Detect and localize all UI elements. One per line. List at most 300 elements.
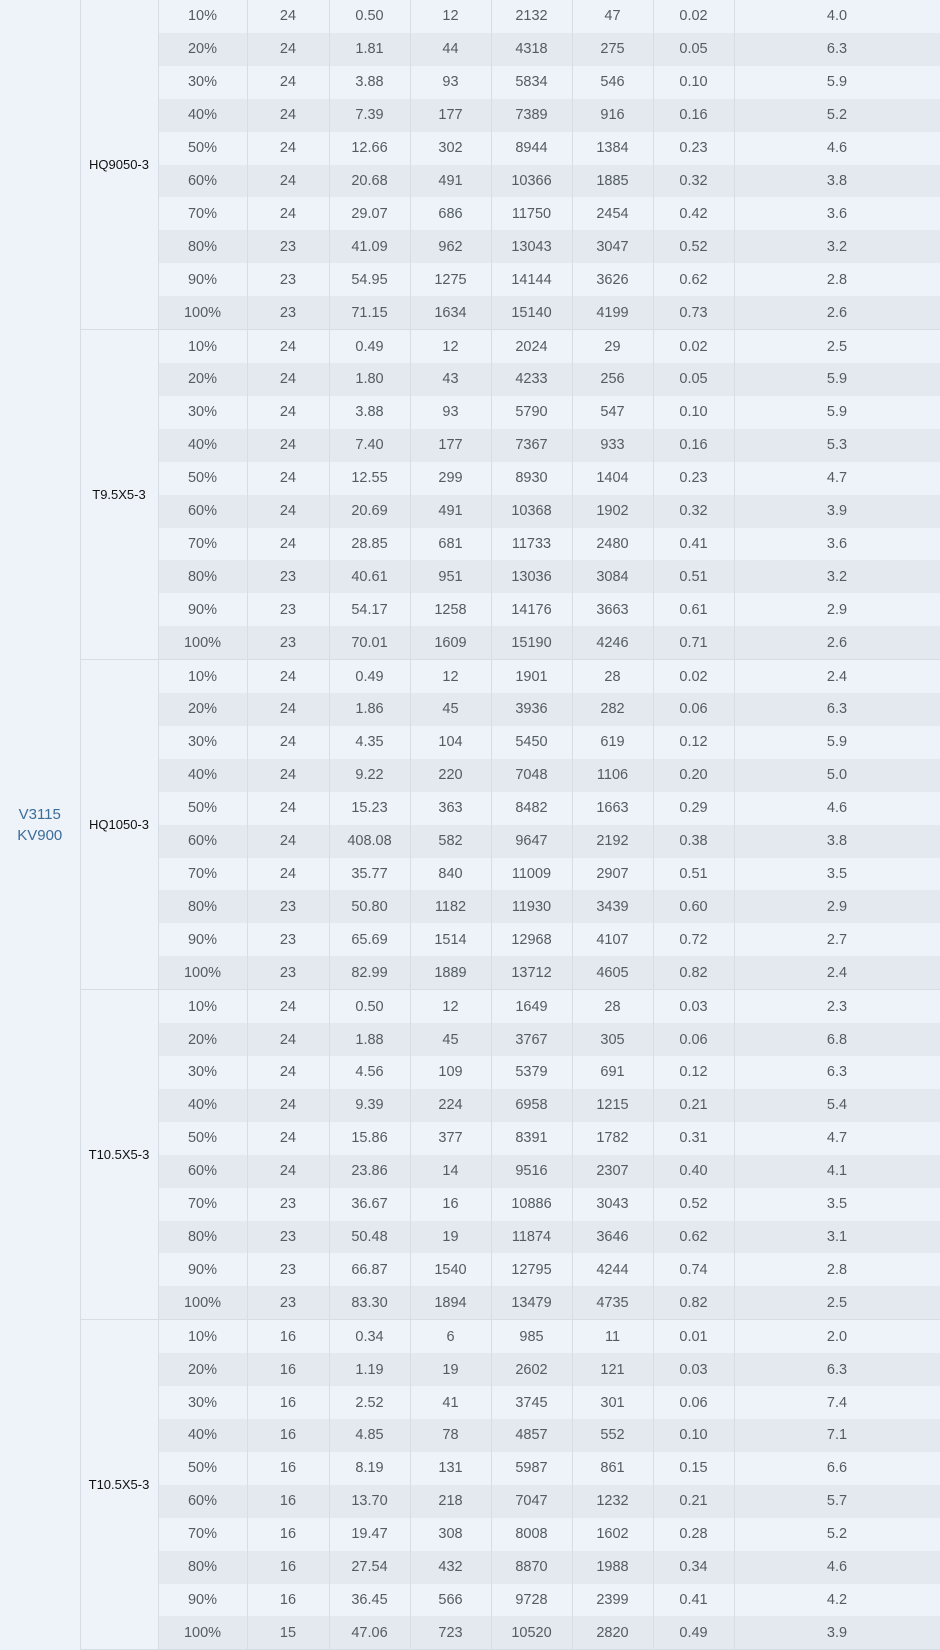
- efficiency-cell: 4.6: [734, 132, 940, 165]
- efficiency-cell: 6.3: [734, 1056, 940, 1089]
- voltage-cell: 16: [247, 1551, 329, 1584]
- current-cell: 47.06: [329, 1616, 410, 1649]
- thrust-cell: 4244: [572, 1253, 653, 1286]
- voltage-cell: 15: [247, 1616, 329, 1649]
- efficiency-cell: 3.1: [734, 1221, 940, 1254]
- current-cell: 19.47: [329, 1518, 410, 1551]
- power-cell: 104: [410, 726, 491, 759]
- rpm-cell: 5834: [491, 66, 572, 99]
- current-cell: 0.34: [329, 1320, 410, 1353]
- voltage-cell: 16: [247, 1518, 329, 1551]
- current-cell: 8.19: [329, 1452, 410, 1485]
- rpm-cell: 8944: [491, 132, 572, 165]
- torque-cell: 0.51: [653, 560, 734, 593]
- voltage-cell: 16: [247, 1452, 329, 1485]
- efficiency-cell: 6.3: [734, 33, 940, 66]
- efficiency-cell: 5.9: [734, 363, 940, 396]
- motor-name: V3115: [18, 805, 61, 823]
- rpm-cell: 12968: [491, 923, 572, 956]
- throttle-cell: 70%: [158, 197, 247, 230]
- throttle-cell: 20%: [158, 33, 247, 66]
- power-cell: 1275: [410, 263, 491, 296]
- current-cell: 28.85: [329, 528, 410, 561]
- power-cell: 93: [410, 66, 491, 99]
- power-cell: 1514: [410, 923, 491, 956]
- torque-cell: 0.60: [653, 890, 734, 923]
- current-cell: 7.39: [329, 99, 410, 132]
- torque-cell: 0.61: [653, 593, 734, 626]
- rpm-cell: 14176: [491, 593, 572, 626]
- efficiency-cell: 7.4: [734, 1386, 940, 1419]
- torque-cell: 0.82: [653, 956, 734, 989]
- voltage-cell: 24: [247, 759, 329, 792]
- current-cell: 41.09: [329, 230, 410, 263]
- power-cell: 19: [410, 1221, 491, 1254]
- torque-cell: 0.40: [653, 1155, 734, 1188]
- efficiency-cell: 6.3: [734, 1353, 940, 1386]
- power-cell: 109: [410, 1056, 491, 1089]
- voltage-cell: 23: [247, 1221, 329, 1254]
- efficiency-cell: 5.9: [734, 66, 940, 99]
- efficiency-cell: 5.2: [734, 99, 940, 132]
- current-cell: 27.54: [329, 1551, 410, 1584]
- power-cell: 1889: [410, 956, 491, 989]
- power-cell: 14: [410, 1155, 491, 1188]
- current-cell: 2.52: [329, 1386, 410, 1419]
- propeller-model-cell: T10.5X5-3: [80, 1320, 158, 1650]
- throttle-cell: 100%: [158, 296, 247, 329]
- table-row: [0, 990, 940, 1023]
- thrust-cell: 1215: [572, 1089, 653, 1122]
- current-cell: 40.61: [329, 560, 410, 593]
- thrust-cell: 4735: [572, 1286, 653, 1319]
- torque-cell: 0.34: [653, 1551, 734, 1584]
- current-cell: 7.40: [329, 429, 410, 462]
- power-cell: 45: [410, 693, 491, 726]
- throttle-cell: 50%: [158, 1122, 247, 1155]
- efficiency-cell: 2.5: [734, 1286, 940, 1319]
- torque-cell: 0.12: [653, 726, 734, 759]
- throttle-cell: 80%: [158, 890, 247, 923]
- power-cell: 1634: [410, 296, 491, 329]
- thrust-cell: 301: [572, 1386, 653, 1419]
- torque-cell: 0.73: [653, 296, 734, 329]
- rpm-cell: 10520: [491, 1616, 572, 1649]
- current-cell: 29.07: [329, 197, 410, 230]
- current-cell: 23.86: [329, 1155, 410, 1188]
- thrust-cell: 916: [572, 99, 653, 132]
- throttle-cell: 30%: [158, 1056, 247, 1089]
- power-cell: 12: [410, 660, 491, 693]
- table-row: [0, 1320, 940, 1353]
- rpm-cell: 10366: [491, 165, 572, 198]
- rpm-cell: 11733: [491, 528, 572, 561]
- throttle-cell: 10%: [158, 1320, 247, 1353]
- throttle-cell: 80%: [158, 1221, 247, 1254]
- efficiency-cell: 3.5: [734, 858, 940, 891]
- throttle-cell: 100%: [158, 1616, 247, 1649]
- current-cell: 15.23: [329, 792, 410, 825]
- throttle-cell: 50%: [158, 1452, 247, 1485]
- power-cell: 19: [410, 1353, 491, 1386]
- current-cell: 4.85: [329, 1419, 410, 1452]
- torque-cell: 0.06: [653, 1023, 734, 1056]
- torque-cell: 0.49: [653, 1616, 734, 1649]
- throttle-cell: 40%: [158, 1419, 247, 1452]
- voltage-cell: 24: [247, 1023, 329, 1056]
- voltage-cell: 23: [247, 626, 329, 659]
- efficiency-cell: 6.6: [734, 1452, 940, 1485]
- throttle-cell: 10%: [158, 660, 247, 693]
- rpm-cell: 9728: [491, 1584, 572, 1617]
- torque-cell: 0.62: [653, 1221, 734, 1254]
- power-cell: 41: [410, 1386, 491, 1419]
- torque-cell: 0.12: [653, 1056, 734, 1089]
- rpm-cell: 2132: [491, 0, 572, 33]
- rpm-cell: 4857: [491, 1419, 572, 1452]
- table-row: [0, 660, 940, 693]
- current-cell: 50.80: [329, 890, 410, 923]
- thrust-cell: 29: [572, 330, 653, 363]
- torque-cell: 0.41: [653, 528, 734, 561]
- thrust-cell: 691: [572, 1056, 653, 1089]
- throttle-cell: 90%: [158, 1584, 247, 1617]
- throttle-cell: 70%: [158, 528, 247, 561]
- throttle-cell: 90%: [158, 923, 247, 956]
- rpm-cell: 11874: [491, 1221, 572, 1254]
- rpm-cell: 13712: [491, 956, 572, 989]
- efficiency-cell: 2.6: [734, 296, 940, 329]
- rpm-cell: 1649: [491, 990, 572, 1023]
- voltage-cell: 24: [247, 0, 329, 33]
- rpm-cell: 3767: [491, 1023, 572, 1056]
- current-cell: 1.88: [329, 1023, 410, 1056]
- voltage-cell: 24: [247, 396, 329, 429]
- throttle-cell: 60%: [158, 825, 247, 858]
- table-row: [0, 330, 940, 363]
- current-cell: 82.99: [329, 956, 410, 989]
- throttle-cell: 30%: [158, 66, 247, 99]
- power-cell: 177: [410, 429, 491, 462]
- efficiency-cell: 2.5: [734, 330, 940, 363]
- thrust-cell: 256: [572, 363, 653, 396]
- torque-cell: 0.16: [653, 99, 734, 132]
- rpm-cell: 5450: [491, 726, 572, 759]
- thrust-cell: 4246: [572, 626, 653, 659]
- voltage-cell: 24: [247, 660, 329, 693]
- efficiency-cell: 2.0: [734, 1320, 940, 1353]
- current-cell: 1.81: [329, 33, 410, 66]
- current-cell: 71.15: [329, 296, 410, 329]
- voltage-cell: 16: [247, 1485, 329, 1518]
- throttle-cell: 40%: [158, 99, 247, 132]
- power-cell: 12: [410, 0, 491, 33]
- thrust-cell: 2192: [572, 825, 653, 858]
- current-cell: 9.39: [329, 1089, 410, 1122]
- rpm-cell: 5379: [491, 1056, 572, 1089]
- rpm-cell: 9516: [491, 1155, 572, 1188]
- power-cell: 224: [410, 1089, 491, 1122]
- rpm-cell: 7048: [491, 759, 572, 792]
- thrust-cell: 547: [572, 396, 653, 429]
- power-cell: 363: [410, 792, 491, 825]
- thrust-cell: 11: [572, 1320, 653, 1353]
- voltage-cell: 23: [247, 593, 329, 626]
- voltage-cell: 24: [247, 1122, 329, 1155]
- power-cell: 12: [410, 990, 491, 1023]
- efficiency-cell: 3.8: [734, 825, 940, 858]
- efficiency-cell: 3.9: [734, 495, 940, 528]
- rpm-cell: 13036: [491, 560, 572, 593]
- thrust-cell: 1404: [572, 462, 653, 495]
- current-cell: 0.49: [329, 330, 410, 363]
- efficiency-cell: 3.8: [734, 165, 940, 198]
- efficiency-cell: 4.1: [734, 1155, 940, 1188]
- throttle-cell: 100%: [158, 1286, 247, 1319]
- rpm-cell: 5790: [491, 396, 572, 429]
- torque-cell: 0.42: [653, 197, 734, 230]
- power-cell: 962: [410, 230, 491, 263]
- power-cell: 16: [410, 1188, 491, 1221]
- thrust-cell: 4199: [572, 296, 653, 329]
- current-cell: 20.69: [329, 495, 410, 528]
- rpm-cell: 15190: [491, 626, 572, 659]
- torque-cell: 0.05: [653, 363, 734, 396]
- power-cell: 377: [410, 1122, 491, 1155]
- voltage-cell: 23: [247, 1253, 329, 1286]
- voltage-cell: 23: [247, 1286, 329, 1319]
- thrust-cell: 2454: [572, 197, 653, 230]
- rpm-cell: 4233: [491, 363, 572, 396]
- rpm-cell: 6958: [491, 1089, 572, 1122]
- throttle-cell: 60%: [158, 1485, 247, 1518]
- torque-cell: 0.20: [653, 759, 734, 792]
- voltage-cell: 23: [247, 1188, 329, 1221]
- thrust-cell: 2307: [572, 1155, 653, 1188]
- torque-cell: 0.32: [653, 165, 734, 198]
- torque-cell: 0.21: [653, 1089, 734, 1122]
- efficiency-cell: 2.6: [734, 626, 940, 659]
- thrust-cell: 305: [572, 1023, 653, 1056]
- throttle-cell: 10%: [158, 0, 247, 33]
- throttle-cell: 60%: [158, 1155, 247, 1188]
- rpm-cell: 4318: [491, 33, 572, 66]
- rpm-cell: 11009: [491, 858, 572, 891]
- current-cell: 15.86: [329, 1122, 410, 1155]
- throttle-cell: 20%: [158, 1023, 247, 1056]
- efficiency-cell: 5.2: [734, 1518, 940, 1551]
- torque-cell: 0.28: [653, 1518, 734, 1551]
- efficiency-cell: 5.4: [734, 1089, 940, 1122]
- thrust-cell: 546: [572, 66, 653, 99]
- throttle-cell: 60%: [158, 165, 247, 198]
- current-cell: 50.48: [329, 1221, 410, 1254]
- current-cell: 54.95: [329, 263, 410, 296]
- efficiency-cell: 2.4: [734, 660, 940, 693]
- voltage-cell: 24: [247, 990, 329, 1023]
- thrust-cell: 3047: [572, 230, 653, 263]
- power-cell: 78: [410, 1419, 491, 1452]
- throttle-cell: 30%: [158, 396, 247, 429]
- voltage-cell: 24: [247, 792, 329, 825]
- thrust-cell: 1902: [572, 495, 653, 528]
- power-cell: 177: [410, 99, 491, 132]
- voltage-cell: 16: [247, 1353, 329, 1386]
- voltage-cell: 24: [247, 495, 329, 528]
- voltage-cell: 23: [247, 956, 329, 989]
- throttle-cell: 90%: [158, 263, 247, 296]
- thrust-cell: 1384: [572, 132, 653, 165]
- torque-cell: 0.72: [653, 923, 734, 956]
- voltage-cell: 24: [247, 165, 329, 198]
- efficiency-cell: 2.7: [734, 923, 940, 956]
- thrust-cell: 28: [572, 990, 653, 1023]
- torque-cell: 0.06: [653, 693, 734, 726]
- efficiency-cell: 3.5: [734, 1188, 940, 1221]
- propeller-model-cell: HQ9050-3: [80, 0, 158, 330]
- power-cell: 302: [410, 132, 491, 165]
- throttle-cell: 40%: [158, 759, 247, 792]
- power-cell: 840: [410, 858, 491, 891]
- thrust-cell: 3626: [572, 263, 653, 296]
- efficiency-cell: 5.7: [734, 1485, 940, 1518]
- current-cell: 1.86: [329, 693, 410, 726]
- thrust-cell: 1885: [572, 165, 653, 198]
- torque-cell: 0.52: [653, 1188, 734, 1221]
- throttle-cell: 50%: [158, 792, 247, 825]
- efficiency-cell: 2.9: [734, 890, 940, 923]
- propeller-model-cell: T9.5X5-3: [80, 330, 158, 660]
- power-cell: 566: [410, 1584, 491, 1617]
- power-cell: 45: [410, 1023, 491, 1056]
- power-cell: 43: [410, 363, 491, 396]
- thrust-cell: 1988: [572, 1551, 653, 1584]
- torque-cell: 0.41: [653, 1584, 734, 1617]
- rpm-cell: 7389: [491, 99, 572, 132]
- voltage-cell: 16: [247, 1419, 329, 1452]
- throttle-cell: 20%: [158, 693, 247, 726]
- rpm-cell: 5987: [491, 1452, 572, 1485]
- throttle-cell: 70%: [158, 1188, 247, 1221]
- rpm-cell: 8930: [491, 462, 572, 495]
- voltage-cell: 24: [247, 693, 329, 726]
- thrust-cell: 121: [572, 1353, 653, 1386]
- rpm-cell: 11750: [491, 197, 572, 230]
- current-cell: 36.67: [329, 1188, 410, 1221]
- current-cell: 36.45: [329, 1584, 410, 1617]
- efficiency-cell: 3.2: [734, 230, 940, 263]
- voltage-cell: 24: [247, 825, 329, 858]
- current-cell: 3.88: [329, 66, 410, 99]
- current-cell: 4.56: [329, 1056, 410, 1089]
- voltage-cell: 24: [247, 429, 329, 462]
- torque-cell: 0.01: [653, 1320, 734, 1353]
- torque-cell: 0.52: [653, 230, 734, 263]
- efficiency-cell: 5.3: [734, 429, 940, 462]
- power-cell: 951: [410, 560, 491, 593]
- power-cell: 491: [410, 165, 491, 198]
- rpm-cell: 15140: [491, 296, 572, 329]
- power-cell: 686: [410, 197, 491, 230]
- torque-cell: 0.31: [653, 1122, 734, 1155]
- rpm-cell: 12795: [491, 1253, 572, 1286]
- torque-cell: 0.02: [653, 0, 734, 33]
- voltage-cell: 24: [247, 66, 329, 99]
- torque-cell: 0.15: [653, 1452, 734, 1485]
- power-cell: 1609: [410, 626, 491, 659]
- current-cell: 1.19: [329, 1353, 410, 1386]
- thrust-cell: 2907: [572, 858, 653, 891]
- current-cell: 35.77: [329, 858, 410, 891]
- voltage-cell: 23: [247, 560, 329, 593]
- voltage-cell: 24: [247, 330, 329, 363]
- throttle-cell: 100%: [158, 956, 247, 989]
- table-row: [0, 0, 940, 33]
- power-cell: 723: [410, 1616, 491, 1649]
- rpm-cell: 11930: [491, 890, 572, 923]
- efficiency-cell: 3.2: [734, 560, 940, 593]
- thrust-cell: 4107: [572, 923, 653, 956]
- power-cell: 131: [410, 1452, 491, 1485]
- voltage-cell: 24: [247, 99, 329, 132]
- voltage-cell: 24: [247, 1155, 329, 1188]
- thrust-cell: 2399: [572, 1584, 653, 1617]
- rpm-cell: 8870: [491, 1551, 572, 1584]
- thrust-cell: 2480: [572, 528, 653, 561]
- torque-cell: 0.23: [653, 132, 734, 165]
- efficiency-cell: 3.6: [734, 528, 940, 561]
- torque-cell: 0.06: [653, 1386, 734, 1419]
- power-cell: 93: [410, 396, 491, 429]
- voltage-cell: 24: [247, 462, 329, 495]
- throttle-cell: 20%: [158, 363, 247, 396]
- torque-cell: 0.05: [653, 33, 734, 66]
- power-cell: 12: [410, 330, 491, 363]
- throttle-cell: 50%: [158, 132, 247, 165]
- throttle-cell: 10%: [158, 330, 247, 363]
- power-cell: 299: [410, 462, 491, 495]
- throttle-cell: 100%: [158, 626, 247, 659]
- efficiency-cell: 4.7: [734, 462, 940, 495]
- torque-cell: 0.10: [653, 396, 734, 429]
- torque-cell: 0.02: [653, 660, 734, 693]
- rpm-cell: 10886: [491, 1188, 572, 1221]
- thrust-cell: 47: [572, 0, 653, 33]
- rpm-cell: 3936: [491, 693, 572, 726]
- voltage-cell: 16: [247, 1584, 329, 1617]
- torque-cell: 0.51: [653, 858, 734, 891]
- current-cell: 408.08: [329, 825, 410, 858]
- power-cell: 1894: [410, 1286, 491, 1319]
- throttle-cell: 50%: [158, 462, 247, 495]
- voltage-cell: 23: [247, 890, 329, 923]
- torque-cell: 0.16: [653, 429, 734, 462]
- voltage-cell: 24: [247, 1089, 329, 1122]
- thrust-cell: 28: [572, 660, 653, 693]
- efficiency-cell: 6.3: [734, 693, 940, 726]
- efficiency-cell: 2.3: [734, 990, 940, 1023]
- rpm-cell: 7047: [491, 1485, 572, 1518]
- power-cell: 1540: [410, 1253, 491, 1286]
- torque-cell: 0.21: [653, 1485, 734, 1518]
- torque-cell: 0.62: [653, 263, 734, 296]
- rpm-cell: 14144: [491, 263, 572, 296]
- power-cell: 1182: [410, 890, 491, 923]
- thrust-cell: 1602: [572, 1518, 653, 1551]
- thrust-cell: 2820: [572, 1616, 653, 1649]
- rpm-cell: 2024: [491, 330, 572, 363]
- throttle-cell: 70%: [158, 858, 247, 891]
